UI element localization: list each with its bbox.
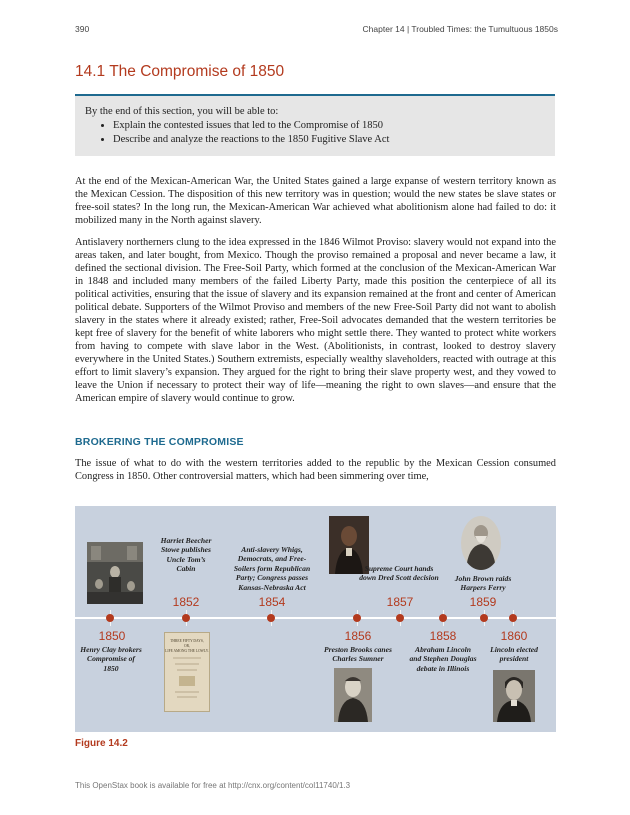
book-cover-image — [164, 632, 210, 712]
timeline-marker-1854 — [267, 614, 275, 622]
event-year-1859: 1859 — [469, 595, 497, 609]
event-text-1860: Lincoln elected president — [490, 645, 538, 664]
timeline-marker-1858 — [439, 614, 447, 622]
page-footer: This OpenStax book is available for free at http://cnx.org/content/col11740/1.3 — [75, 781, 351, 790]
abraham-lincoln-portrait — [493, 670, 535, 722]
timeline-figure — [75, 506, 556, 732]
section-title: 14.1 The Compromise of 1850 — [75, 63, 285, 80]
learning-objectives-box — [75, 94, 555, 156]
event-text-1850: Henry Clay brokers Compromise of 1850 — [80, 645, 142, 673]
body-paragraph: The issue of what to do with the western territories added to the republic by the Mexican Cession consumed Congress in 1850. Other controversial matters, which had been simmering over time, — [75, 458, 556, 482]
book-cover-line: LIFE AMONG THE LOWLY. — [165, 649, 209, 653]
event-year-1854: 1854 — [258, 595, 286, 609]
charles-sumner-portrait — [334, 668, 372, 722]
running-header: Chapter 14 | Troubled Times: the Tumultuous 1850s — [362, 24, 558, 34]
event-text-1852: Harriet Beecher Stowe publishes Uncle Tom’s Cabin — [160, 536, 212, 574]
event-text-1854: Anti-slavery Whigs, Democrats, and Free-Soilers form Republican Party; Congress passes Kansas-Nebraska Act — [233, 545, 311, 592]
event-text-1856: Preston Brooks canes Charles Sumner — [324, 645, 392, 664]
timeline-marker-1852 — [182, 614, 190, 622]
timeline-marker-1857 — [396, 614, 404, 622]
figure-caption: Figure 14.2 — [75, 738, 128, 749]
book-cover-line: OR, — [184, 644, 190, 648]
timeline-marker-1850 — [106, 614, 114, 622]
book-cover-line: THREE FIFTY DAYS, — [170, 639, 204, 643]
body-paragraph: At the end of the Mexican-American War, the United States gained a large expanse of western territory known as the Mexican Cession. The disposition of this new territory was in question; would the new states be slave states or free-soil states? In the long run, the Mexican-American War achieved what abolitionism alone had failed to do: it mobilized many in the North against slavery. — [75, 176, 556, 226]
page-number: 390 — [75, 24, 90, 34]
subsection-title: BROKERING THE COMPROMISE — [75, 436, 244, 448]
objective-item: • Explain the contested issues that led to the Compromise of 1850 — [113, 119, 545, 133]
timeline-marker-1860 — [509, 614, 517, 622]
body-paragraph: Antislavery northerners clung to the idea expressed in the 1846 Wilmot Proviso: slavery would not expand into the areas taken, and later bought, from Mexico. Though the proviso remained a proposal and never became a law, it defined the sectional division. The Free-Soil Party, which formed at the conclusion of the Mexican-American War in 1848 and included many members of the failed Liberty Party, made this position the centerpiece of all its political activities, ensuring that the issue of slavery and its expansion remained at the front and center of American political debate. Supporters of the Wilmot Proviso and members of the new Free-Soil Party did not want to abolish slavery in the states where it already existed; rather, Free-Soil advocates demanded that the western territories be kept free of slavery for the benefit of white laborers who might settle there. They wanted to protect white workers from having to compete with slave labor in the West. (Abolitionists, in contrast, looked to destroy slavery everywhere in the United States.) Southern extremists, especially wealthy slaveholders, reacted with outrage at this effort to limit slavery’s expansion. They argued for the right to bring their slave property west, and they vowed to leave the Union if necessary to protect their way of life—meaning the right to own slaves—and ensure that the American empire of slavery would continue to grow. — [75, 237, 556, 404]
senate-painting-image — [87, 542, 143, 604]
event-year-1852: 1852 — [172, 595, 200, 609]
event-text-1859: John Brown raids Harpers Ferry — [454, 574, 512, 593]
event-text-1858: Abraham Lincoln and Stephen Douglas debate in Illinois — [409, 645, 477, 673]
event-year-1856: 1856 — [344, 629, 372, 643]
objectives-intro: By the end of this section, you will be able to: — [85, 106, 279, 117]
event-year-1857: 1857 — [386, 595, 414, 609]
john-brown-portrait — [461, 516, 501, 570]
objectives-list — [85, 119, 545, 147]
event-year-1850: 1850 — [98, 629, 126, 643]
event-year-1858: 1858 — [429, 629, 457, 643]
event-year-1860: 1860 — [500, 629, 528, 643]
objective-item: • Describe and analyze the reactions to the 1850 Fugitive Slave Act — [113, 133, 545, 147]
timeline-marker-1856 — [353, 614, 361, 622]
timeline-marker-1859 — [480, 614, 488, 622]
event-text-1857: Supreme Court hands down Dred Scott decision — [359, 564, 439, 583]
